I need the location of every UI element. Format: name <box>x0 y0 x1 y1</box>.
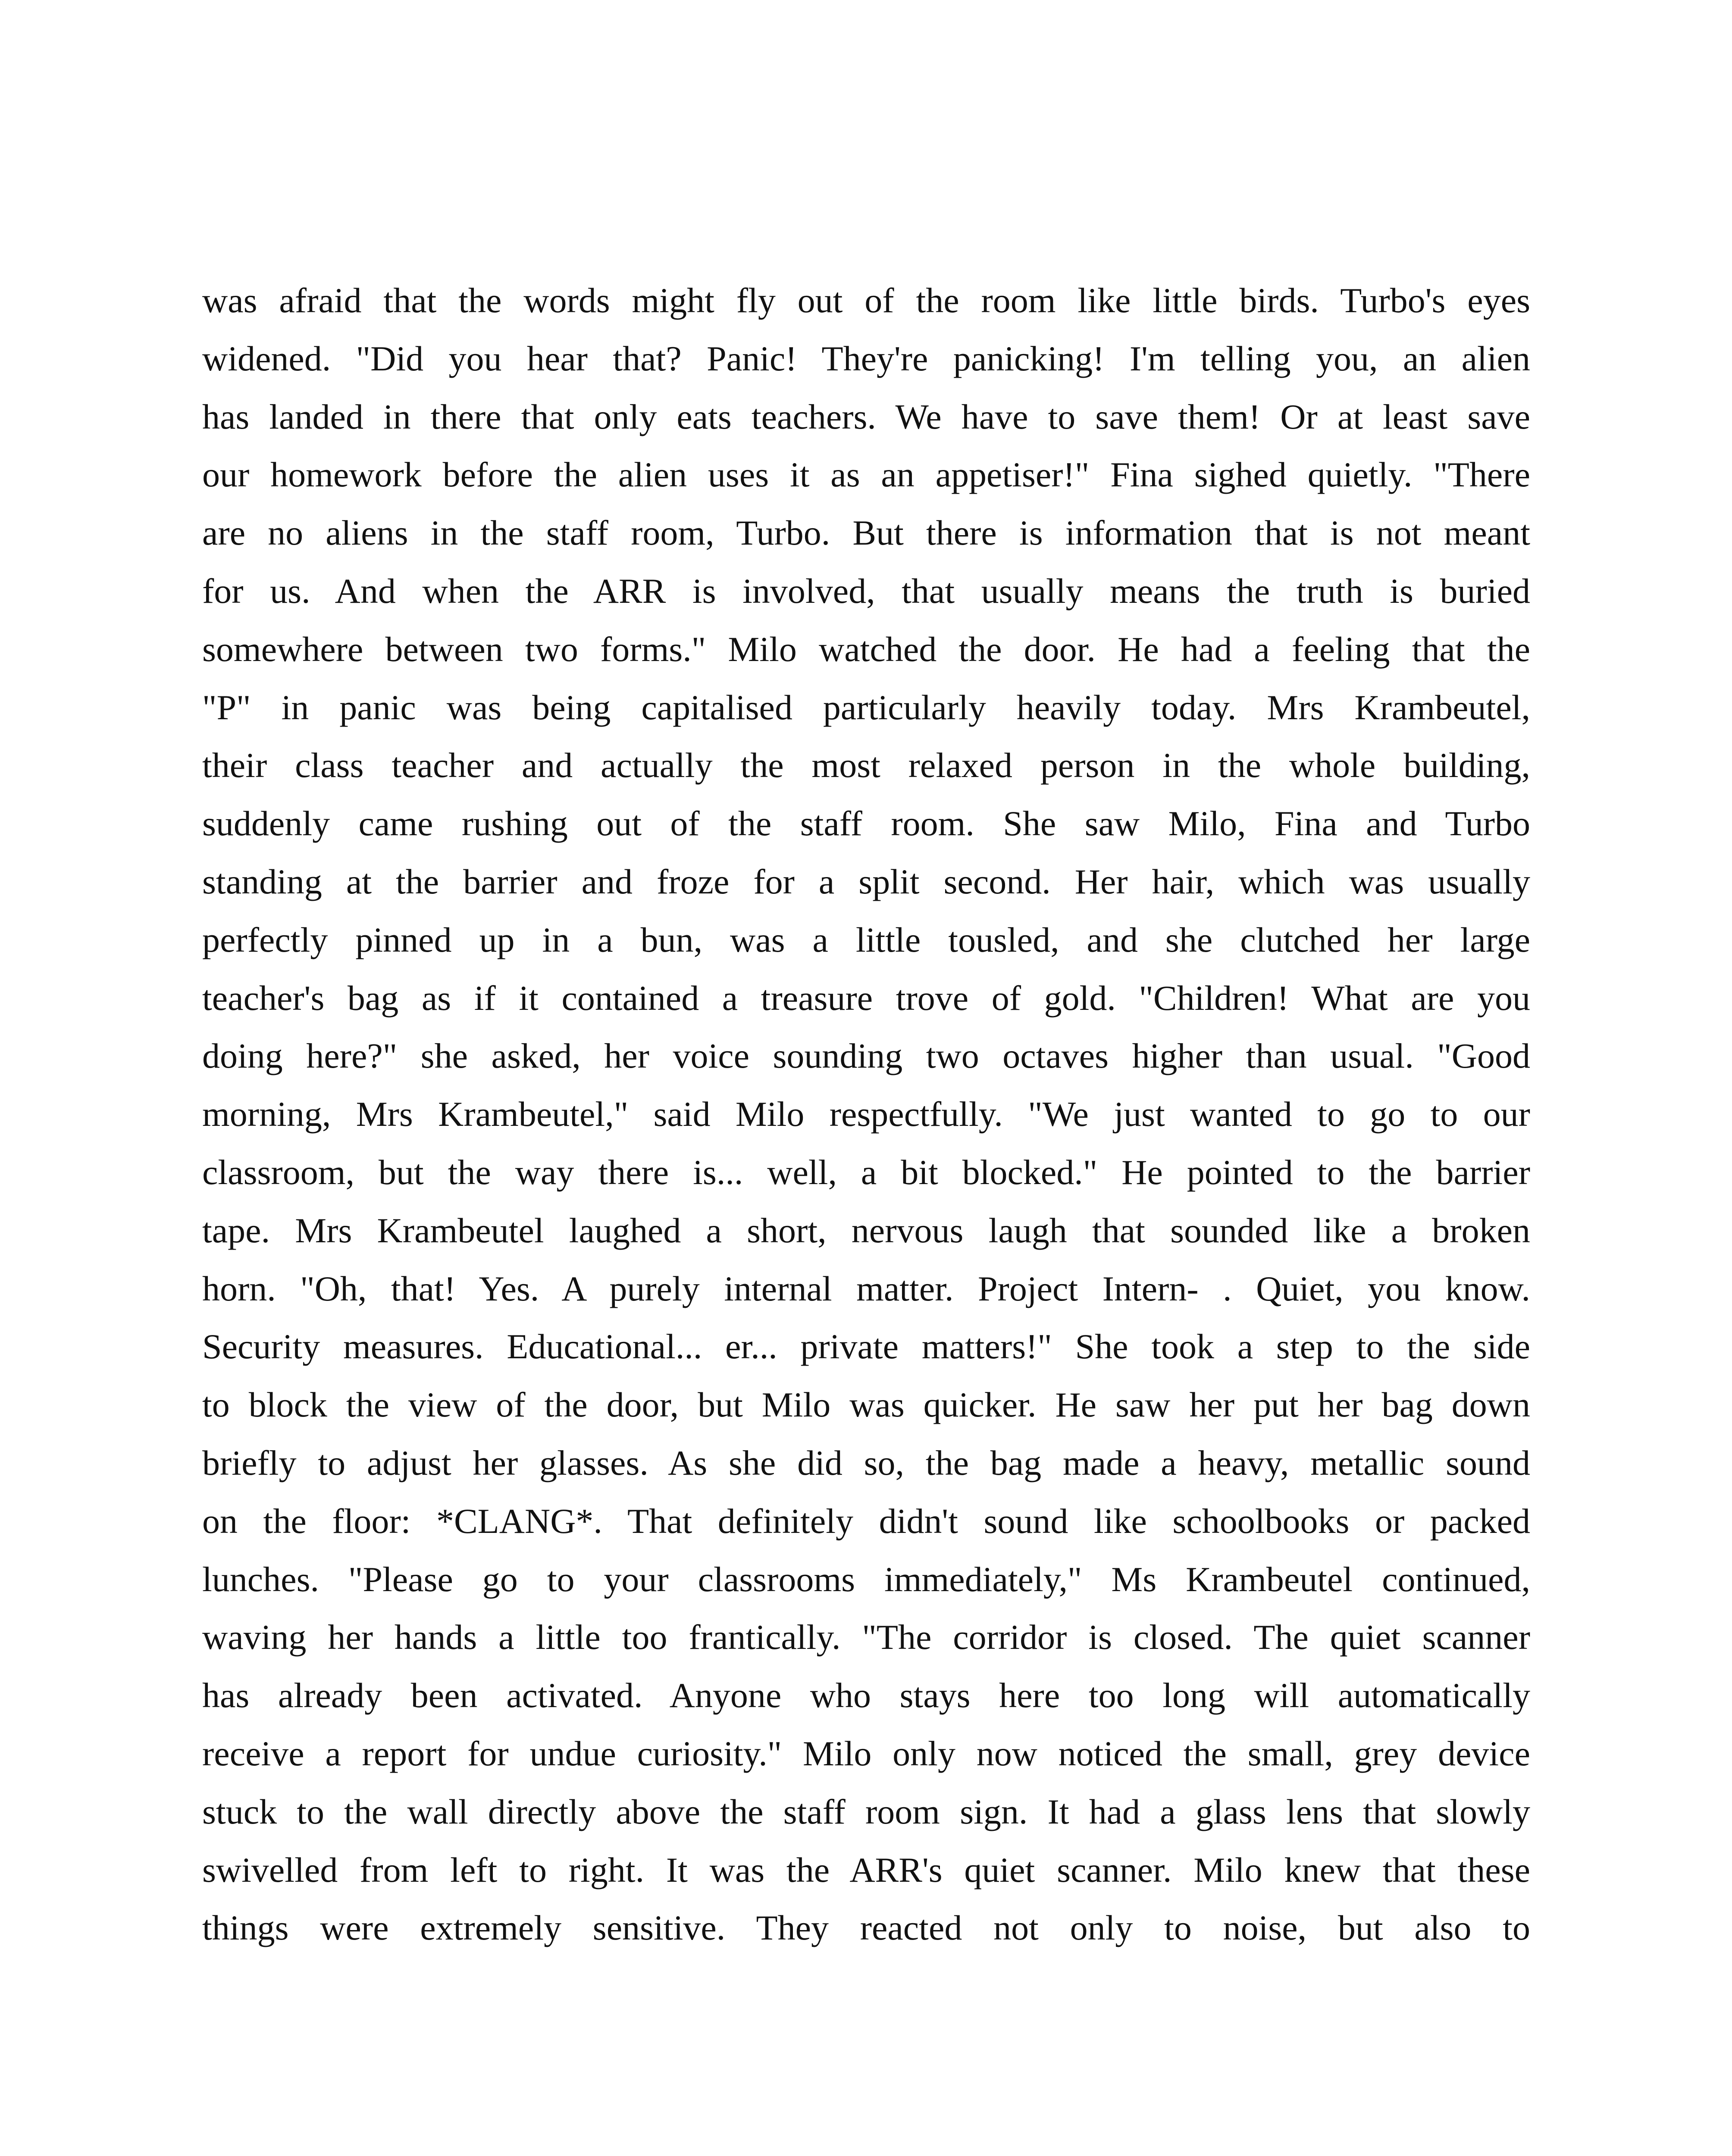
text-line: are no aliens in the staff room, Turbo. But there is information that is not meant <box>202 513 1530 553</box>
text-line: Security measures. Educational... er... private matters!" She took a step to the side <box>202 1327 1530 1366</box>
text-line: our homework before the alien uses it as an appetiser!" Fina sighed quietly. "There <box>202 455 1530 495</box>
text-line: waving her hands a little too frantically. "The corridor is closed. The quiet scanner <box>202 1617 1530 1657</box>
text-line: things were extremely sensitive. They reacted not only to noise, but also to <box>202 1908 1530 1948</box>
text-line: morning, Mrs Krambeutel," said Milo respectfully. "We just wanted to go to our <box>202 1094 1530 1134</box>
text-line: teacher's bag as if it contained a treasure trove of gold. "Children! What are you <box>202 978 1530 1018</box>
body-text <box>202 272 1530 1957</box>
text-line: standing at the barrier and froze for a split second. Her hair, which was usually <box>202 862 1530 901</box>
text-line: lunches. "Please go to your classrooms immediately," Ms Krambeutel continued, <box>202 1559 1530 1599</box>
text-line: suddenly came rushing out of the staff room. She saw Milo, Fina and Turbo <box>202 804 1530 843</box>
text-line: swivelled from left to right. It was the ARR's quiet scanner. Milo knew that these <box>202 1850 1530 1890</box>
text-line: perfectly pinned up in a bun, was a little tousled, and she clutched her large <box>202 920 1530 959</box>
text-line: has landed in there that only eats teachers. We have to save them! Or at least save <box>202 397 1530 436</box>
text-line: doing here?" she asked, her voice sounding two octaves higher than usual. "Good <box>202 1036 1530 1076</box>
text-line: was afraid that the words might fly out of the room like little birds. Turbo's eyes <box>202 281 1530 320</box>
text-line: "P" in panic was being capitalised particularly heavily today. Mrs Krambeutel, <box>202 687 1530 727</box>
text-line: has already been activated. Anyone who stays here too long will automatically <box>202 1676 1530 1715</box>
text-line: somewhere between two forms." Milo watched the door. He had a feeling that the <box>202 629 1530 669</box>
text-line: horn. "Oh, that! Yes. A purely internal matter. Project Intern- . Quiet, you know. <box>202 1269 1530 1308</box>
text-line: to block the view of the door, but Milo was quicker. He saw her put her bag down <box>202 1385 1530 1425</box>
text-line: receive a report for undue curiosity." Milo only now noticed the small, grey device <box>202 1733 1530 1773</box>
text-line: their class teacher and actually the most relaxed person in the whole building, <box>202 746 1530 785</box>
text-line: briefly to adjust her glasses. As she did so, the bag made a heavy, metallic sound <box>202 1443 1530 1482</box>
text-line: on the floor: *CLANG*. That definitely didn't sound like schoolbooks or packed <box>202 1501 1530 1541</box>
text-line: stuck to the wall directly above the staff room sign. It had a glass lens that slowly <box>202 1792 1530 1831</box>
text-line: classroom, but the way there is... well, a bit blocked." He pointed to the barrier <box>202 1152 1530 1192</box>
text-line: widened. "Did you hear that? Panic! They're panicking! I'm telling you, an alien <box>202 338 1530 378</box>
text-line: for us. And when the ARR is involved, that usually means the truth is buried <box>202 571 1530 611</box>
text-line: tape. Mrs Krambeutel laughed a short, nervous laugh that sounded like a broken <box>202 1210 1530 1250</box>
